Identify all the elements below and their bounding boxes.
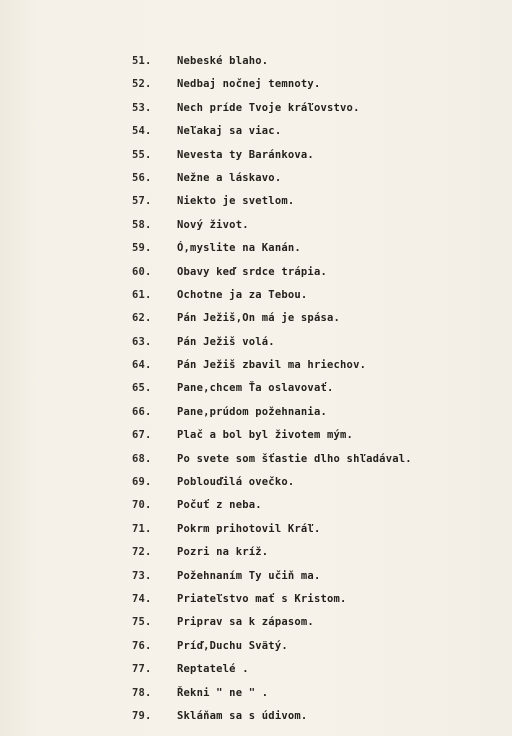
item-number: 62. xyxy=(132,312,152,325)
item-title: Príď,Duchu Svätý. xyxy=(177,639,288,652)
item-number: 68. xyxy=(132,452,152,465)
item-number: 59. xyxy=(132,242,152,255)
item-number: 73. xyxy=(132,569,152,582)
item-number: 56. xyxy=(132,171,152,184)
song-index-list xyxy=(0,52,512,730)
list-item xyxy=(0,496,512,519)
list-item xyxy=(0,192,512,215)
item-number: 79. xyxy=(132,709,152,722)
item-title: Ochotne ja za Tebou. xyxy=(177,288,308,301)
item-title: Priateľstvo mať s Kristom. xyxy=(177,592,347,605)
item-number: 75. xyxy=(132,616,152,629)
list-item xyxy=(0,613,512,636)
list-item xyxy=(0,75,512,98)
item-number: 65. xyxy=(132,382,152,395)
item-title: Niekto je svetlom. xyxy=(177,195,295,208)
item-title: Pozri na kríž. xyxy=(177,546,269,559)
item-title: Ó,myslite na Kanán. xyxy=(177,242,301,255)
item-number: 60. xyxy=(132,265,152,278)
item-number: 53. xyxy=(132,101,152,114)
item-title: Požehnaním Ty učiň ma. xyxy=(177,569,321,582)
list-item xyxy=(0,52,512,75)
list-item xyxy=(0,169,512,192)
item-title: Nežne a láskavo. xyxy=(177,171,282,184)
list-item xyxy=(0,637,512,660)
item-number: 66. xyxy=(132,405,152,418)
list-item xyxy=(0,684,512,707)
list-item xyxy=(0,590,512,613)
item-title: Nebeské blaho. xyxy=(177,55,269,67)
item-title: Nevesta ty Baránkova. xyxy=(177,148,314,161)
list-item xyxy=(0,543,512,566)
item-title: Řekni " ne " . xyxy=(177,686,269,699)
item-number: 57. xyxy=(132,195,152,208)
item-title: Pokrm prihotovil Kráľ. xyxy=(177,522,321,535)
list-item xyxy=(0,450,512,473)
list-item xyxy=(0,122,512,145)
item-title: Pán Ježiš,On má je spása. xyxy=(177,312,341,325)
item-title: Reptatelé . xyxy=(177,663,249,676)
item-number: 61. xyxy=(132,288,152,301)
item-number: 54. xyxy=(132,125,152,138)
list-item xyxy=(0,426,512,449)
list-item xyxy=(0,286,512,309)
item-number: 77. xyxy=(132,663,152,676)
list-item xyxy=(0,660,512,683)
item-title: Pane,prúdom požehnania. xyxy=(177,405,327,418)
item-title: Nech príde Tvoje kráľovstvo. xyxy=(177,101,360,114)
list-item xyxy=(0,379,512,402)
list-item xyxy=(0,239,512,262)
item-title: Pán Ježiš volá. xyxy=(177,335,275,348)
item-number: 64. xyxy=(132,359,152,372)
item-title: Nový život. xyxy=(177,218,249,231)
item-number: 78. xyxy=(132,686,152,699)
list-item xyxy=(0,356,512,379)
item-title: Priprav sa k zápasom. xyxy=(177,616,314,629)
item-number: 51. xyxy=(132,55,152,67)
item-number: 71. xyxy=(132,522,152,535)
item-number: 55. xyxy=(132,148,152,161)
item-title: Neľakaj sa viac. xyxy=(177,125,282,138)
list-item xyxy=(0,520,512,543)
item-title: Pane,chcem Ťa oslavovať. xyxy=(177,382,334,395)
item-number: 70. xyxy=(132,499,152,512)
item-number: 67. xyxy=(132,429,152,442)
item-title: Skláňam sa s údivom. xyxy=(177,709,308,722)
item-number: 74. xyxy=(132,592,152,605)
list-item xyxy=(0,473,512,496)
list-item xyxy=(0,263,512,286)
item-number: 63. xyxy=(132,335,152,348)
item-number: 58. xyxy=(132,218,152,231)
item-title: Pán Ježiš zbavil ma hriechov. xyxy=(177,359,367,372)
item-number: 76. xyxy=(132,639,152,652)
item-title: Obavy keď srdce trápia. xyxy=(177,265,327,278)
item-title: Poblouďilá ovečko. xyxy=(177,476,295,489)
item-title: Po svete som šťastie dlho shľadával. xyxy=(177,452,412,465)
list-item xyxy=(0,309,512,332)
list-item xyxy=(0,216,512,239)
list-item xyxy=(0,333,512,356)
list-item xyxy=(0,567,512,590)
list-item xyxy=(0,403,512,426)
list-item xyxy=(0,146,512,169)
list-item xyxy=(0,99,512,122)
item-number: 72. xyxy=(132,546,152,559)
item-title: Počuť z neba. xyxy=(177,499,262,512)
item-title: Nedbaj nočnej temnoty. xyxy=(177,78,321,91)
item-title: Plač a bol byl životem mým. xyxy=(177,429,354,442)
list-item xyxy=(0,707,512,730)
item-number: 69. xyxy=(132,476,152,489)
item-number: 52. xyxy=(132,78,152,91)
